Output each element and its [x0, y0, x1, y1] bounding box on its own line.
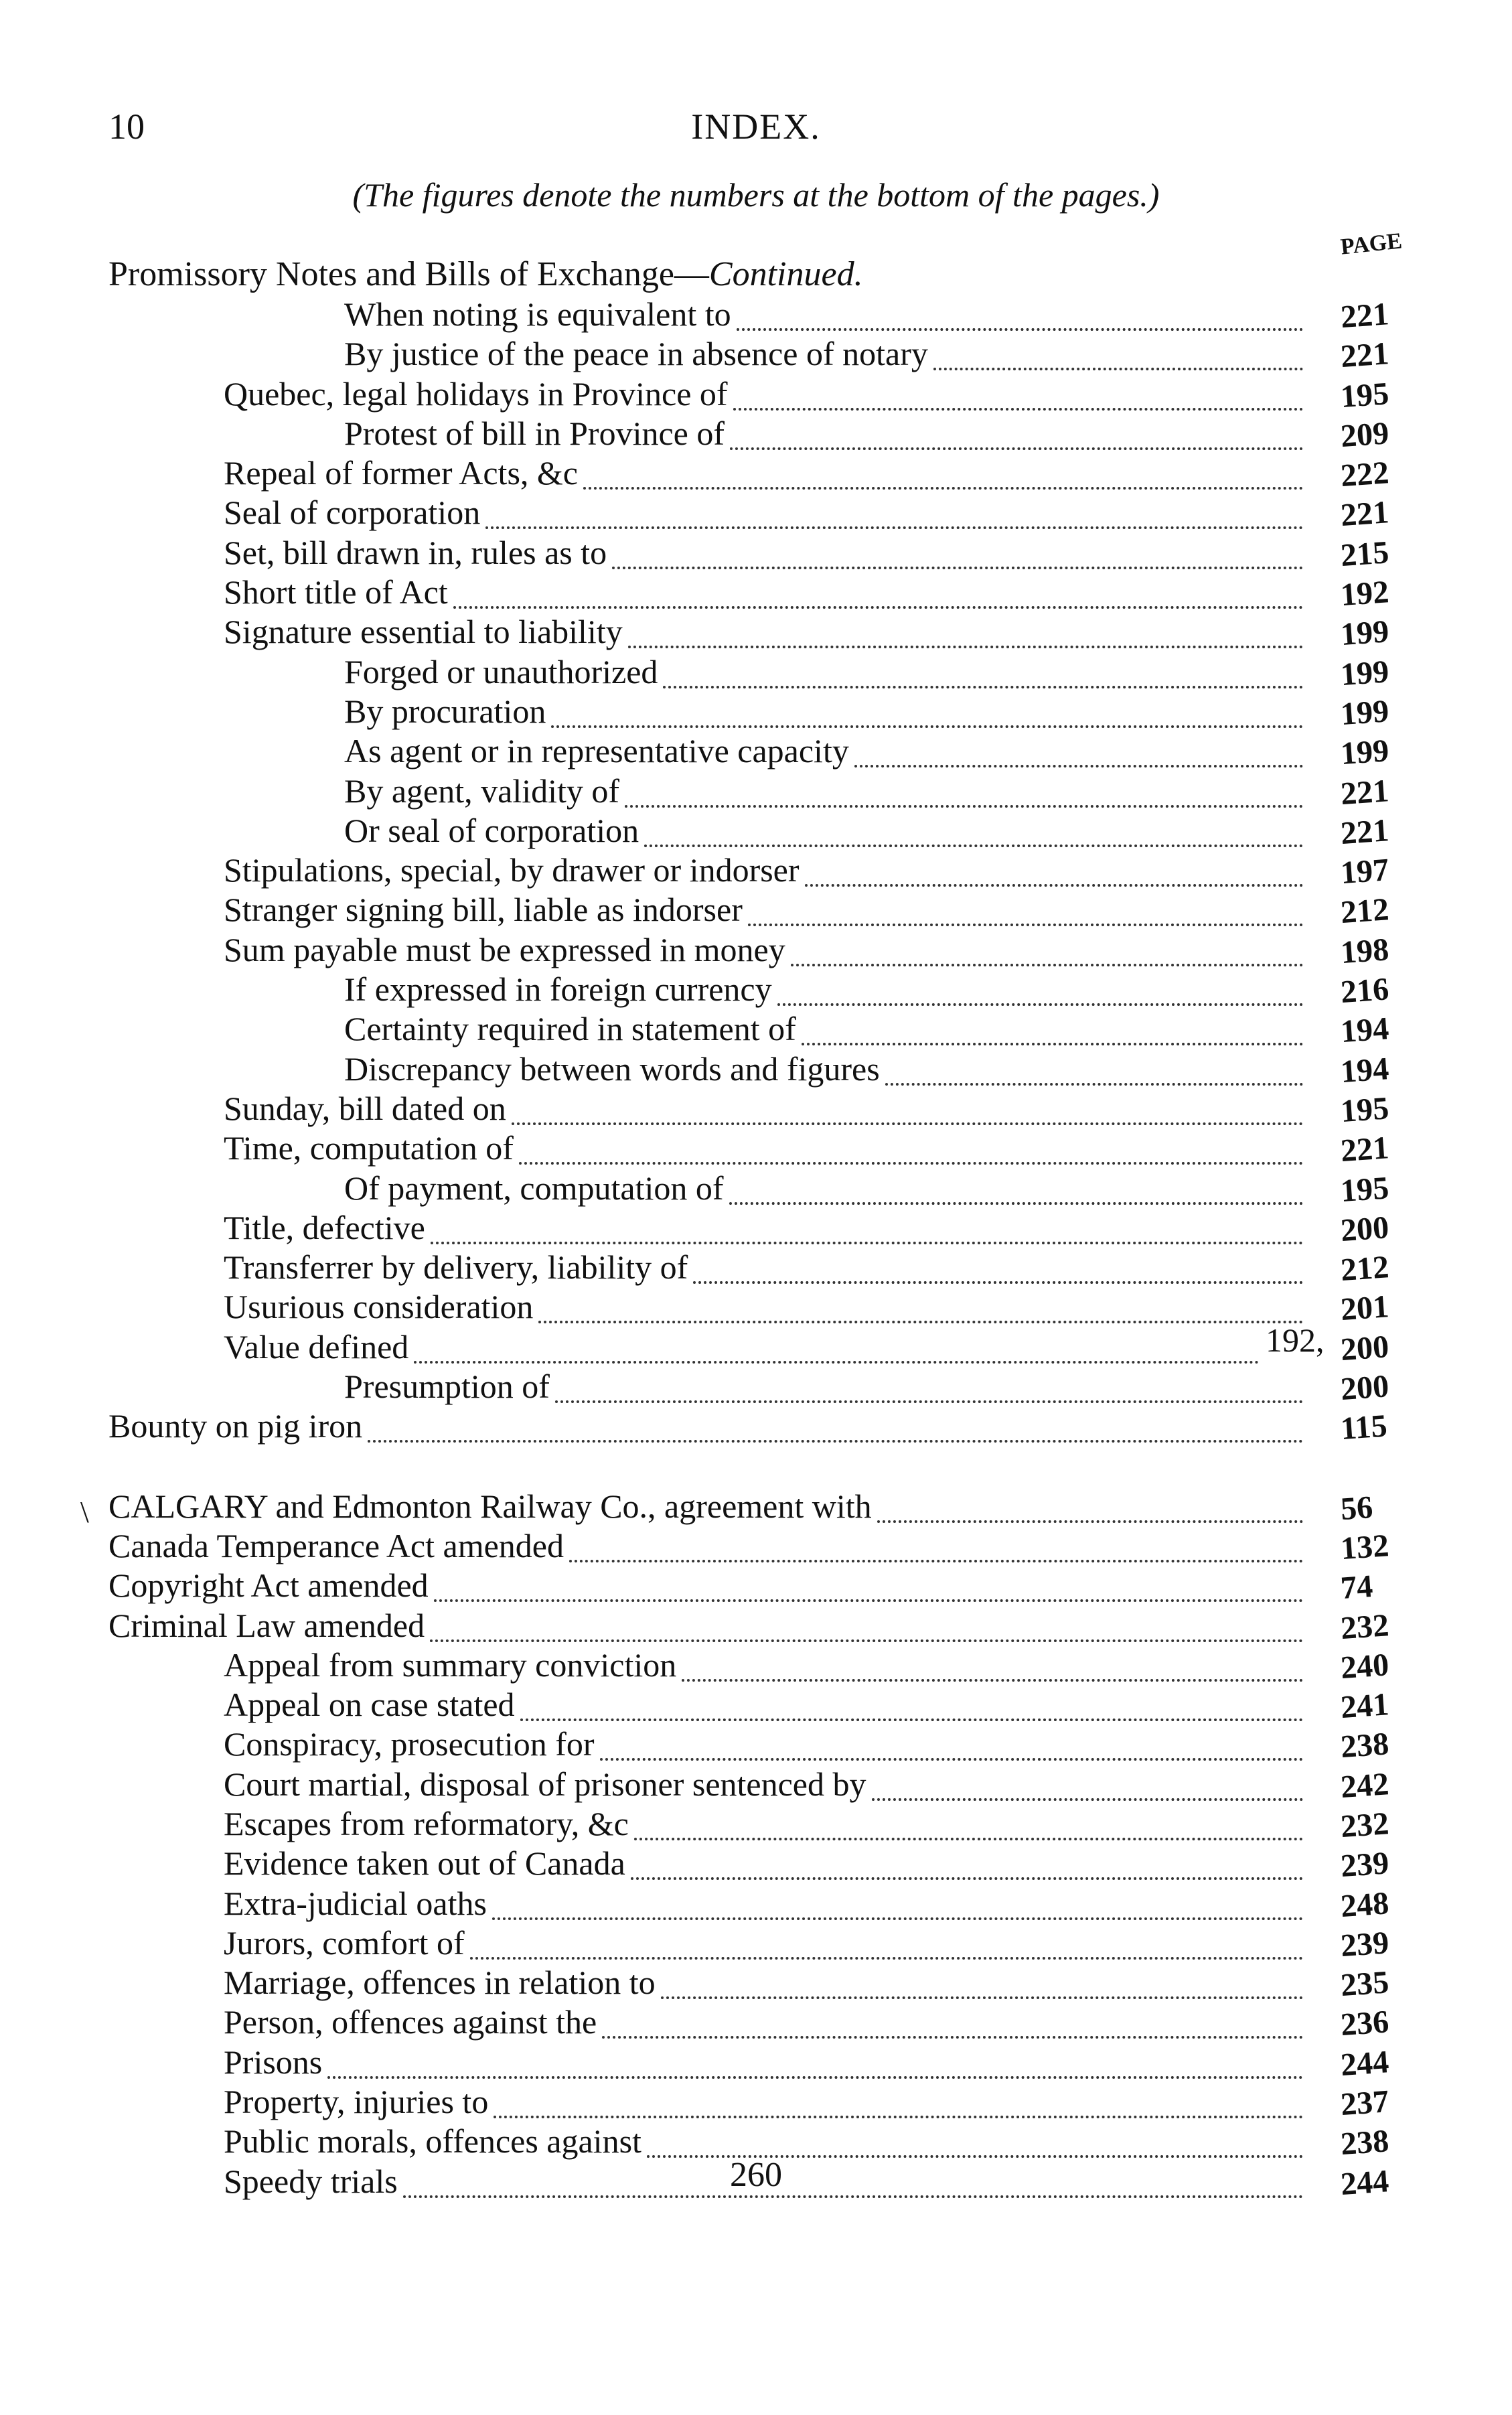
leader-dots	[791, 932, 1303, 966]
entry-label: Short title of Act	[224, 573, 448, 611]
entry-page-number: 238	[1339, 2123, 1390, 2163]
leader-dots	[663, 654, 1303, 688]
entry-page-number: 194	[1339, 1050, 1390, 1090]
index-entry	[0, 970, 1512, 1009]
entry-label: Quebec, legal holidays in Province of	[224, 374, 728, 413]
leader-dots	[485, 494, 1303, 529]
entry-label: Person, offences against the	[224, 2003, 597, 2041]
leader-dots	[933, 336, 1303, 370]
entry-label: Discrepancy between words and figures	[344, 1049, 880, 1088]
leader-dots	[414, 1329, 1259, 1364]
entry-page-number: 221	[1339, 772, 1390, 812]
index-entry	[0, 1765, 1512, 1804]
entry-page-number: 244	[1339, 2163, 1390, 2202]
entry-page-number: 199	[1339, 613, 1390, 653]
entry-page-number: 235	[1339, 1964, 1390, 2004]
entry-label: CALGARY and Edmonton Railway Co., agreement with	[108, 1487, 872, 1525]
index-entry	[0, 1685, 1512, 1725]
index-entry	[0, 692, 1512, 731]
entry-label: Evidence taken out of Canada	[224, 1844, 625, 1883]
entry-label: By procuration	[344, 692, 546, 730]
index-entry	[0, 1321, 1512, 1368]
leader-dots	[634, 1806, 1303, 1840]
leader-dots	[519, 1130, 1303, 1165]
entry-page-number: 239	[1339, 1925, 1390, 1964]
index-entry	[0, 1169, 1512, 1208]
entry-label: Title, defective	[224, 1208, 425, 1246]
entry-label: Property, injuries to	[224, 2083, 489, 2121]
index-entry	[0, 533, 1512, 573]
entry-page-number: 237	[1339, 2083, 1390, 2123]
entry-page-number: 195	[1339, 1090, 1390, 1130]
leader-dots	[631, 1845, 1303, 1880]
entry-page-number: 221	[1339, 296, 1390, 336]
leader-dots	[430, 1607, 1303, 1642]
index-entry	[0, 851, 1512, 890]
leader-dots	[802, 1011, 1303, 1045]
entry-page-number: 199	[1339, 693, 1390, 733]
entry-page-number: 195	[1339, 1169, 1390, 1209]
entry-page-number: 221	[1339, 1130, 1390, 1169]
index-entry	[0, 731, 1512, 771]
leader-dots	[682, 1647, 1303, 1682]
index-entry	[0, 772, 1512, 811]
entry-page-number: 215	[1339, 534, 1390, 573]
entry-page-number: 199	[1339, 653, 1390, 692]
leader-dots	[431, 1210, 1303, 1244]
leader-dots	[583, 455, 1303, 490]
index-entry	[0, 1487, 1512, 1529]
entry-label: Seal of corporation	[224, 494, 481, 532]
entry-label: Conspiracy, prosecution for	[224, 1725, 595, 1763]
entry-page-number: 232	[1339, 1607, 1390, 1646]
entry-label: Usurious consideration	[224, 1288, 534, 1326]
entry-page-number: 232	[1339, 1806, 1390, 1845]
entry-label: Of payment, computation of	[344, 1169, 724, 1207]
leader-dots	[602, 2004, 1303, 2039]
index-entry	[0, 1128, 1512, 1168]
entry-label: Court martial, disposal of prisoner sentenced by	[224, 1765, 866, 1803]
index-entry	[0, 652, 1512, 692]
leader-dots	[647, 2123, 1303, 2158]
entry-label: Public morals, offences against	[224, 2122, 641, 2161]
entry-page-number: 201	[1339, 1289, 1390, 1328]
index-note: (The figures denote the numbers at the bottom of the pages.)	[352, 176, 1160, 214]
entry-label: Certainty required in statement of	[344, 1010, 796, 1048]
index-entry	[0, 2043, 1512, 2082]
leader-dots	[733, 376, 1303, 411]
entry-label: Prisons	[224, 2043, 323, 2081]
entry-page-number: 244	[1339, 2043, 1390, 2083]
entry-page-number: 212	[1339, 1249, 1390, 1289]
index-entries	[0, 295, 1512, 2201]
leader-dots	[644, 812, 1303, 847]
entry-label: Canada Temperance Act amended	[108, 1526, 564, 1564]
leader-dots	[612, 534, 1303, 569]
page-title: INDEX.	[691, 106, 821, 147]
index-entry	[0, 1208, 1512, 1248]
margin-mark: \	[80, 1494, 89, 1529]
entry-page-number: 242	[1339, 1765, 1390, 1805]
entry-page-number: 194	[1339, 1011, 1390, 1050]
entry-label: As agent or in representative capacity	[344, 732, 849, 770]
index-entry	[0, 295, 1512, 334]
section-continued: Continued.	[708, 255, 863, 293]
index-entry	[0, 493, 1512, 532]
leader-dots	[885, 1051, 1303, 1086]
page-column-header: PAGE	[1339, 228, 1404, 260]
leader-dots	[805, 852, 1303, 887]
entry-label: Stranger signing bill, liable as indorser	[224, 891, 743, 929]
entry-label: Escapes from reformatory, &c	[224, 1804, 629, 1842]
index-entry	[0, 1645, 1512, 1685]
entry-page-number: 132	[1339, 1528, 1390, 1567]
entry-label: Speedy trials	[224, 2162, 398, 2200]
index-entry	[0, 1804, 1512, 1844]
entry-label: Repeal of former Acts, &c	[224, 454, 578, 492]
index-entry	[0, 2002, 1512, 2042]
index-entry	[0, 1406, 1512, 1446]
index-entry	[0, 1009, 1512, 1049]
index-entry	[0, 414, 1512, 453]
index-entry	[0, 1089, 1512, 1128]
index-entry	[0, 1844, 1512, 1883]
entry-label: By justice of the peace in absence of notary	[344, 335, 928, 373]
entry-label: Presumption of	[344, 1368, 550, 1406]
entry-label: Bounty on pig iron	[108, 1407, 363, 1445]
index-entry	[0, 612, 1512, 652]
entry-page-number: 248	[1339, 1885, 1390, 1924]
index-entry	[0, 334, 1512, 374]
entry-page-extra: 192,	[1266, 1321, 1325, 1359]
index-entry	[0, 1606, 1512, 1645]
entry-page-number: 197	[1339, 852, 1390, 891]
entry-label: Appeal on case stated	[224, 1686, 515, 1724]
entry-page-number: 198	[1339, 931, 1390, 970]
entry-label: Jurors, comfort of	[224, 1923, 465, 1962]
index-entry	[0, 1526, 1512, 1566]
page-number-bottom: 260	[730, 2156, 782, 2194]
leader-dots	[538, 1289, 1303, 1323]
page-number-top: 10	[108, 106, 145, 147]
leader-dots	[730, 415, 1303, 450]
entry-label: When noting is equivalent to	[344, 295, 731, 333]
leader-dots	[777, 971, 1303, 1006]
section-title: Promissory Notes and Bills of Exchange—	[108, 255, 709, 293]
entry-page-number: 74	[1339, 1568, 1374, 1607]
index-entry	[0, 811, 1512, 851]
leader-dots	[512, 1090, 1303, 1125]
leader-dots	[520, 1686, 1303, 1721]
entry-label: Forged or unauthorized	[344, 652, 658, 690]
index-entry	[0, 2082, 1512, 2122]
section-heading	[108, 254, 863, 294]
entry-page-number: 239	[1339, 1845, 1390, 1885]
leader-dots	[453, 574, 1303, 609]
entry-label: Or seal of corporation	[344, 811, 639, 849]
leader-dots	[628, 613, 1303, 648]
entry-label: Copyright Act amended	[108, 1566, 429, 1605]
entry-page-number: 221	[1339, 494, 1390, 534]
entry-page-number: 240	[1339, 1647, 1390, 1686]
leader-dots	[494, 2083, 1303, 2118]
leader-dots	[625, 773, 1303, 808]
index-entry	[0, 1725, 1512, 1764]
entry-page-number: 200	[1339, 1368, 1390, 1408]
index-entry	[0, 1367, 1512, 1406]
entry-page-number: 56	[1339, 1489, 1374, 1527]
leader-dots	[693, 1249, 1303, 1284]
index-entry	[0, 1963, 1512, 2002]
index-entry	[0, 573, 1512, 612]
leader-dots	[368, 1408, 1303, 1443]
entry-page-number: 200	[1339, 1210, 1390, 1248]
index-entry	[0, 1923, 1512, 1963]
entry-label: Extra-judicial oaths	[224, 1884, 487, 1922]
entry-label: Appeal from summary conviction	[224, 1645, 677, 1684]
entry-label: Transferrer by delivery, liability of	[224, 1248, 688, 1287]
entry-page-number: 199	[1339, 733, 1390, 772]
entry-page-number: 238	[1339, 1726, 1390, 1765]
entry-label: Stipulations, special, by drawer or indorser	[224, 851, 800, 889]
entry-page-number: 115	[1339, 1408, 1389, 1447]
leader-dots	[470, 1925, 1303, 1960]
leader-dots	[327, 2044, 1303, 2079]
leader-dots	[729, 1170, 1303, 1205]
entry-page-number: 221	[1339, 812, 1390, 851]
entry-page-number: 200	[1339, 1328, 1390, 1368]
leader-dots	[748, 891, 1303, 926]
leader-dots	[434, 1567, 1303, 1602]
index-entry	[0, 890, 1512, 930]
entry-page-number: 241	[1339, 1686, 1390, 1726]
entry-label: Marriage, offences in relation to	[224, 1964, 656, 2002]
entry-label: By agent, validity of	[344, 772, 620, 810]
leader-dots	[877, 1488, 1303, 1523]
entry-label: Set, bill drawn in, rules as to	[224, 533, 607, 571]
leader-dots	[555, 1368, 1303, 1403]
index-entry	[0, 1566, 1512, 1605]
entry-label: Protest of bill in Province of	[344, 414, 725, 452]
index-entry	[0, 930, 1512, 970]
index-entry	[0, 1049, 1512, 1089]
leader-dots	[492, 1885, 1303, 1920]
entry-label: Sunday, bill dated on	[224, 1089, 506, 1127]
entry-label: Time, computation of	[224, 1129, 514, 1167]
entry-page-number: 222	[1339, 455, 1390, 494]
entry-page-number: 236	[1339, 2004, 1390, 2043]
entry-label: If expressed in foreign currency	[344, 970, 772, 1009]
index-entry	[0, 1884, 1512, 1923]
leader-dots	[569, 1528, 1303, 1562]
entry-page-number: 216	[1339, 971, 1390, 1011]
entry-page-number: 195	[1339, 375, 1390, 415]
leader-dots	[854, 733, 1303, 767]
entry-page-number: 212	[1339, 891, 1390, 931]
leader-dots	[872, 1766, 1303, 1801]
entry-label: Value defined	[224, 1327, 409, 1366]
leader-dots	[551, 693, 1303, 728]
entry-page-number: 192	[1339, 574, 1390, 613]
entry-page-number: 209	[1339, 415, 1390, 455]
index-entry	[0, 1248, 1512, 1287]
entry-label: Signature essential to liability	[224, 613, 623, 651]
index-entry	[0, 453, 1512, 493]
leader-dots	[737, 296, 1303, 331]
index-entry	[0, 374, 1512, 414]
entry-label: Criminal Law amended	[108, 1606, 425, 1644]
leader-dots	[661, 1964, 1303, 1999]
entry-page-number: 221	[1339, 336, 1390, 375]
entry-label: Sum payable must be expressed in money	[224, 930, 785, 968]
leader-dots	[600, 1726, 1303, 1761]
